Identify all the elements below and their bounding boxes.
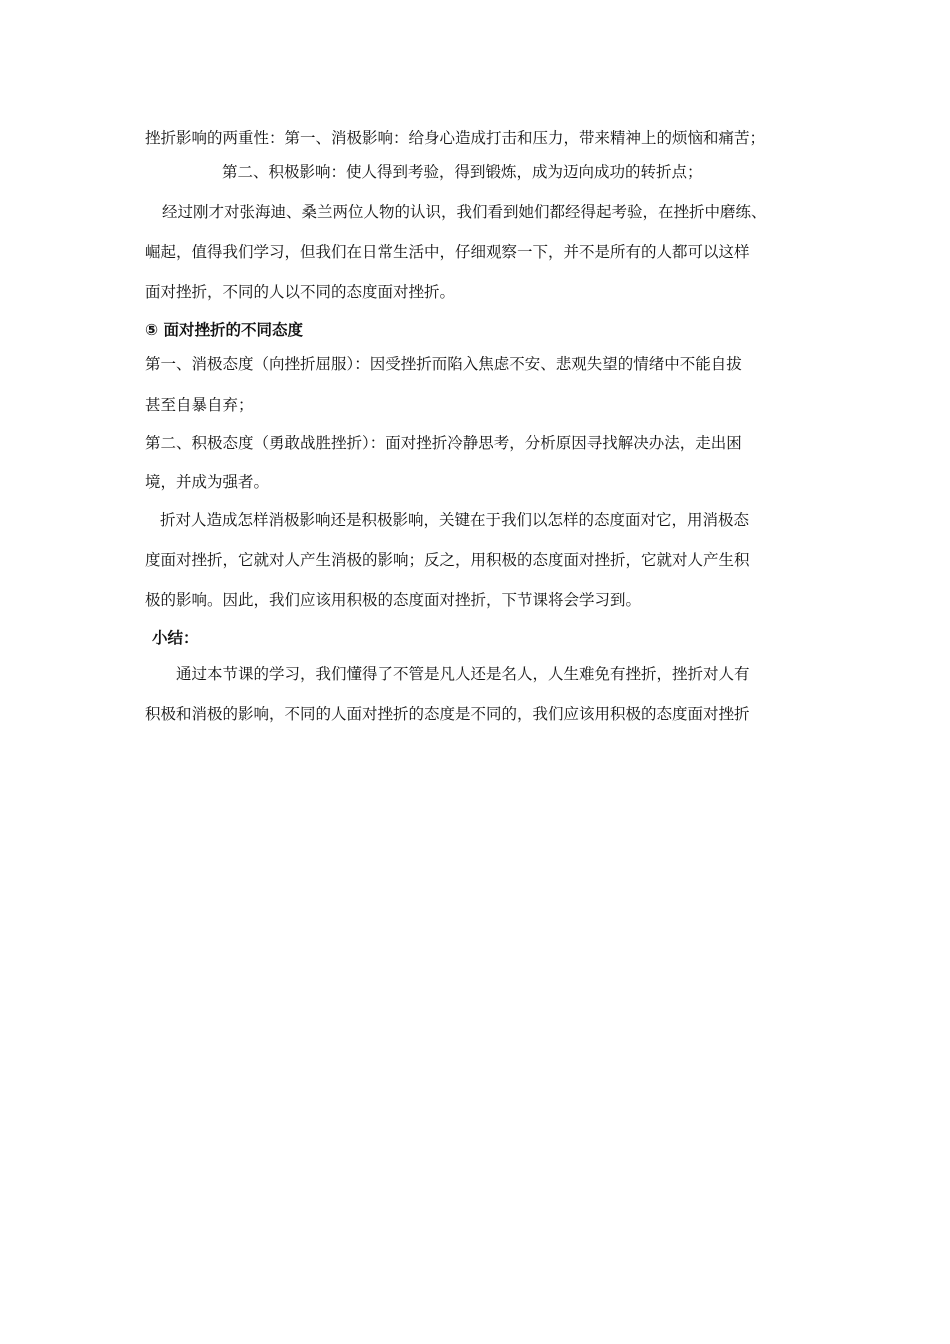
paragraph-line: 第二、积极态度（勇敢战胜挫折）：面对挫折冷静思考，分析原因寻找解决办法，走出困 [145,434,742,452]
paragraph-line: 崛起，值得我们学习，但我们在日常生活中，仔细观察一下，并不是所有的人都可以这样 [145,243,750,261]
paragraph-line: 第二、积极影响：使人得到考验，得到锻炼，成为迈向成功的转折点； [222,163,703,181]
paragraph-line: 折对人造成怎样消极影响还是积极影响，关键在于我们以怎样的态度面对它，用消极态 [160,511,750,529]
paragraph-line: 经过刚才对张海迪、桑兰两位人物的认识，我们看到她们都经得起考验，在挫折中磨练、 [162,203,767,221]
paragraph-line: 挫折影响的两重性：第一、消极影响：给身心造成打击和压力，带来精神上的烦恼和痛苦； [145,129,766,147]
paragraph-line: 积极和消极的影响，不同的人面对挫折的态度是不同的，我们应该用积极的态度面对挫折 [145,705,750,723]
paragraph-line: 面对挫折，不同的人以不同的态度面对挫折。 [145,283,456,301]
paragraph-line: 第一、消极态度（向挫折屈服）：因受挫折而陷入焦虑不安、悲观失望的情绪中不能自拔 [145,355,742,373]
section-heading: ⑤ 面对挫折的不同态度 [145,321,304,339]
paragraph-line: 通过本节课的学习，我们懂得了不管是凡人还是名人，人生难免有挫折，挫折对人有 [176,665,750,683]
paragraph-line: 甚至自暴自弃； [145,396,254,414]
summary-heading: 小结： [152,629,199,647]
paragraph-line: 度面对挫折，它就对人产生消极的影响；反之，用积极的态度面对挫折，它就对人产生积 [145,551,750,569]
paragraph-line: 极的影响。因此，我们应该用积极的态度面对挫折，下节课将会学习到。 [145,591,642,609]
paragraph-line: 境，并成为强者。 [145,473,270,491]
